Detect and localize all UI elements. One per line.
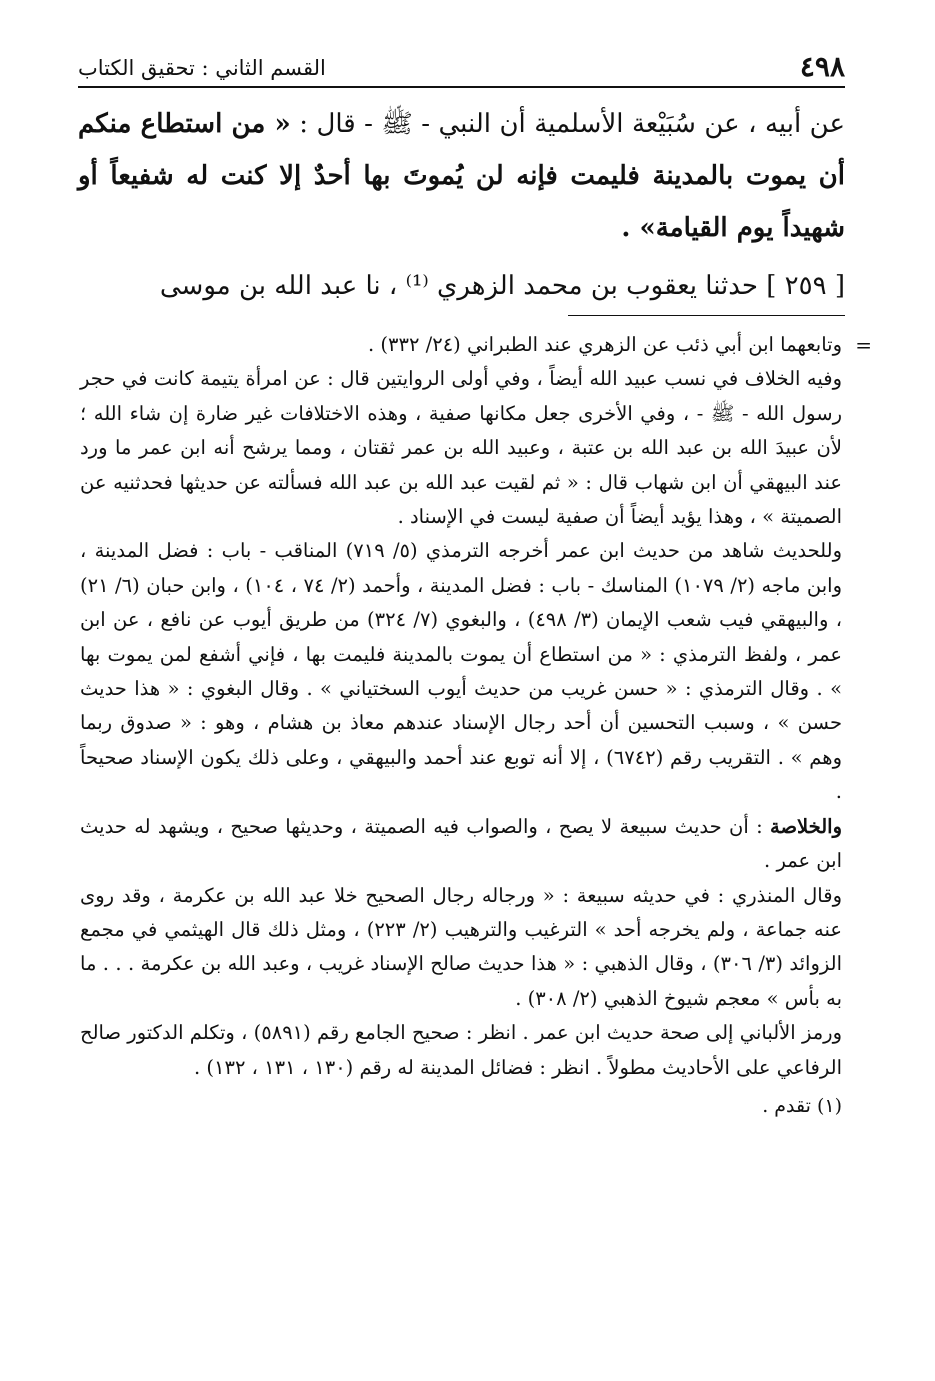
continuation-mark: =	[855, 333, 872, 357]
footnote-paragraph: ورمز الألباني إلى صحة حديث ابن عمر . انظر : صحيح الجامع رقم (٥٨٩١) ، وتكلم الدكتور صالح الرفاعي على الأحاديث مطولاً . انظر : فضائل المدينة له رقم (١٣٠ ، ١٣١ ، ١٣٢) .	[80, 1021, 842, 1079]
footnote-paragraph	[80, 328, 872, 362]
footnote-paragraph: وفيه الخلاف في نسب عبيد الله أيضاً ، وفي أولى الروايتين قال : عن امرأة يتيمة كانت في حجر رسول الله - ﷺ - ، وفي الأخرى جعل مكانها صفية ، وهذه الاختلافات غير ضارة إن شاء الله ؛ لأن عبيدَ الله بن عبد الله بن عتبة ، وعبيد الله بن عمر ثقتان ، ومما يرشح أنه ابن عمر ما ورد عند البيهقي أن ابن شهاب قال : « ثم لقيت عبد الله بن عبد الله فسألته عن حديثها فحدثنيه عن الصميتة » ، وهذا يؤيد أيضاً أن صفية ليست في الإسناد .	[80, 367, 842, 529]
conclusion-text: : أن حديث سبيعة لا يصح ، والصواب فيه الصميتة ، وحديثها صحيح ، ويشهد له حديث ابن عمر .	[80, 814, 842, 873]
main-text	[78, 98, 845, 312]
narration-text: عن أبيه ، عن سُبَيْعة الأسلمية أن النبي - ﷺ - قال :	[290, 109, 845, 139]
main-paragraph	[78, 98, 845, 254]
page-header	[78, 46, 845, 88]
footnote-1: (١) تقدم .	[762, 1094, 842, 1117]
footnotes	[80, 328, 872, 1123]
page-number: ٤٩٨	[799, 50, 845, 83]
footnote-text: وتابعهما ابن أبي ذئب عن الزهري عند الطبراني (٢٤/ ٣٣٢) .	[368, 333, 842, 356]
hadith-entry-259: [ ٢٥٩ ] حدثنا يعقوب بن محمد الزهري ⁽¹⁾ ، نا عبد الله بن موسى	[159, 271, 845, 301]
footnote-paragraph: وقال المنذري : في حديثه سبيعة : « ورجاله رجال الصحيح خلا عبد الله بن عكرمة ، وقد روى عنه جماعة ، ولم يخرجه أحد » الترغيب والترهيب (٢/ ٢٢٣) ، ومثل ذلك قال الهيثمي في مجمع الزوائد (٣/ ٣٠٦) ، وقال الذهبي : « هذا حديث صالح الإسناد غريب ، وعبد الله بن عكرمة . . . ما به بأس » معجم شيوخ الذهبي (٢/ ٣٠٨) .	[80, 883, 843, 1010]
running-title: القسم الثاني : تحقيق الكتاب	[78, 56, 326, 80]
hadith-quote: « من استطاع منكم أن يموت بالمدينة فليمت فإنه لن يُموتَ بها أحدٌ إلا كنت له شفيعاً أو شهيداً يوم القيامة» .	[78, 109, 845, 243]
conclusion-label: والخلاصة	[769, 814, 842, 838]
footnote-paragraph	[80, 810, 842, 879]
footnote-paragraph: وللحديث شاهد من حديث ابن عمر أخرجه الترمذي (٥/ ٧١٩) المناقب - باب : فضل المدينة ، وابن ماجه (٢/ ١٠٧٩) المناسك - باب : فضل المدينة ، وأحمد (٢/ ٧٤ ، ١٠٤) ، وابن حبان (٦/ ٢١) ، والبيهقي فيب شعب الإيمان (٣/ ٤٩٨) ، والبغوي (٧/ ٣٢٤) من طريق أيوب عن نافع ، عن ابن عمر ، ولفظ الترمذي : « من استطاع أن يموت بالمدينة فليمت بها ، فإني أشفع لمن يموت بها » . وقال الترمذي : « حسن غريب من حديث أيوب السختياني » . وقال البغوي : « هذا حديث حسن » ، وسبب التحسين أن أحد رجال الإسناد عندهم معاذ بن هشام ، وهو : « صدوق ربما وهم » . التقريب رقم (٦٧٤٢) ، إلا أنه توبع عند أحمد والبيهقي ، وعلى ذلك يكون الإسناد صحيحاً .	[80, 539, 842, 804]
footnote-separator	[568, 315, 845, 316]
